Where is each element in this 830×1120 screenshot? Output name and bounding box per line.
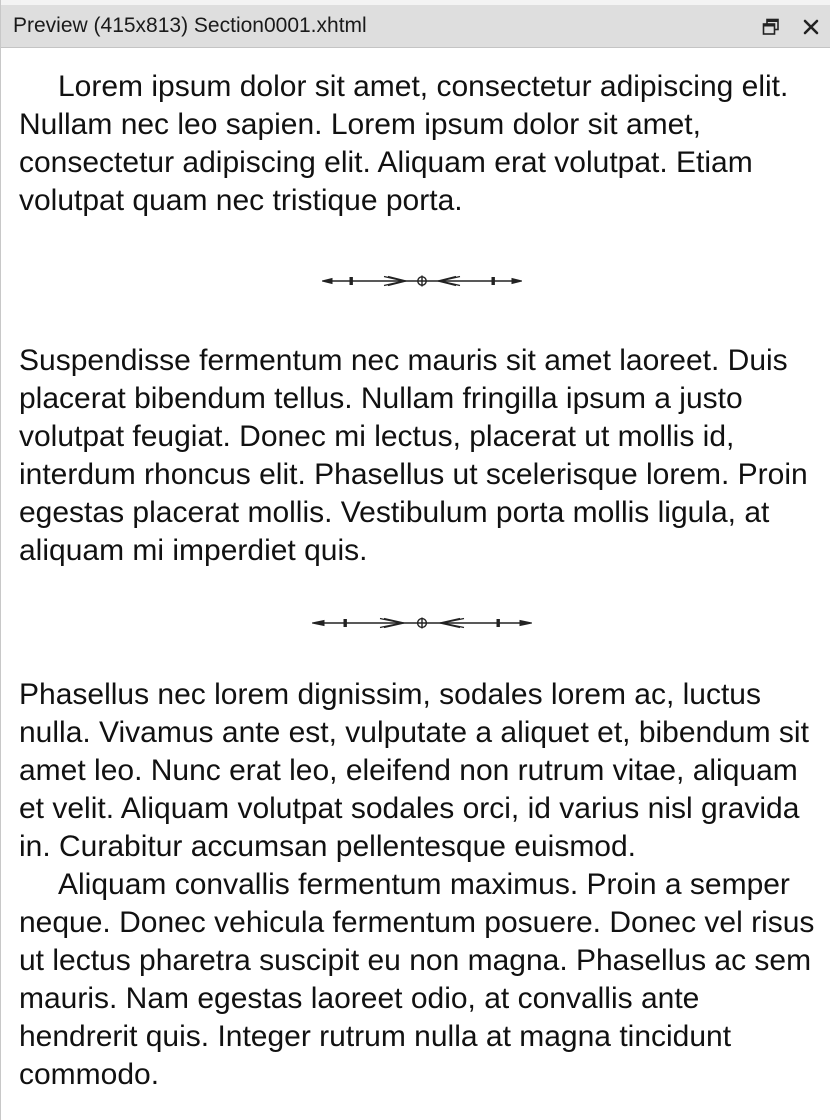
close-icon bbox=[802, 18, 820, 36]
close-button[interactable] bbox=[791, 7, 830, 47]
window-title: Preview (415x813) Section0001.xhtml bbox=[13, 14, 367, 37]
restore-button[interactable] bbox=[751, 7, 791, 47]
paragraph-3: Phasellus nec lorem dignissim, sodales lorem ac, luctus nulla. Vivamus ante est, vulputate a aliquet et, bibendum sit amet leo. Nunc erat leo, eleifend non rutrum vitae, aliquam et velit. Aliquam volutpat sodales orci, id varius nisl gravida in. Curabitur accumsan pellentesque euismod. bbox=[19, 678, 809, 863]
restore-window-icon bbox=[762, 18, 780, 36]
preview-content bbox=[19, 68, 825, 1094]
paragraph-2: Suspendisse fermentum nec mauris sit amet laoreet. Duis placerat bibendum tellus. Nullam fringilla ipsum a justo volutpat feugiat. Donec mi lectus, placerat ut mollis id, interdum rhoncus elit. Phasellus ut scelerisque lorem. Proin egestas placerat mollis. Vestibulum porta mollis ligula, at aliquam mi imperdiet quis. bbox=[19, 344, 808, 567]
paragraph-4: Aliquam convallis fermentum maximus. Proin a semper neque. Donec vehicula fermentum posuere. Donec vel risus ut lectus pharetra suscipit eu non magna. Phasellus ac sem mauris. Nam egestas laoreet odio, at convallis ante hendrerit quis. Integer rutrum nulla at magna tincidunt commodo. bbox=[19, 868, 815, 1091]
paragraph-1: Lorem ipsum dolor sit amet, consectetur adipiscing elit. Nullam nec leo sapien. Lorem ipsum dolor sit amet, consectetur adipiscing elit. Aliquam erat volutpat. Etiam volutpat quam nec tristique porta. bbox=[19, 70, 789, 217]
ornamental-divider-icon bbox=[312, 608, 532, 638]
title-bar[interactable] bbox=[1, 0, 830, 48]
title-bar-buttons bbox=[751, 5, 830, 48]
ornamental-divider-icon bbox=[322, 266, 522, 296]
